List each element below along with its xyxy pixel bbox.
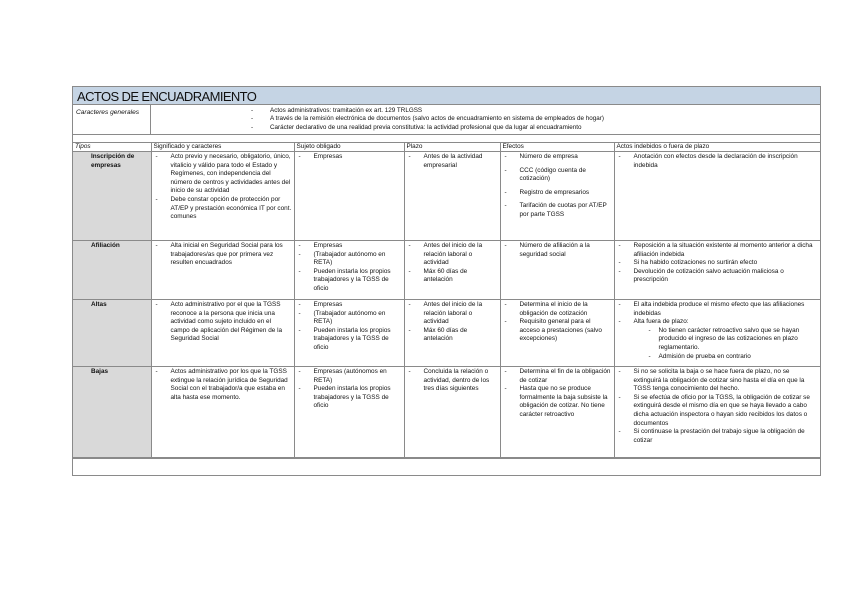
list-item: - Requisito general para el acceso a prestaciones (salvo excepciones) bbox=[503, 318, 612, 344]
caracteres-list bbox=[151, 105, 604, 134]
list-item: - Determina el fin de la obligación de cotizar bbox=[503, 368, 612, 385]
list-item: - Número de afiliación a la seguridad social bbox=[503, 242, 612, 259]
list-item: - Antes del inicio de la relación laboral o actividad bbox=[407, 242, 498, 268]
footer-row bbox=[73, 458, 820, 475]
list-item: - Alta inicial en Seguridad Social para los trabajadores/as que por primera vez resulten encuadrados bbox=[154, 242, 292, 268]
list-item: - Si no se solicita la baja o se hace fuera de plazo, no se extinguirá la obligación de cotizar sino hasta el día en que la TGSS tenga conocimiento del hecho. bbox=[617, 368, 819, 394]
header-efectos: Efectos bbox=[500, 143, 614, 152]
cell-indebidos bbox=[614, 152, 820, 241]
tipos-table bbox=[73, 143, 820, 458]
cell-sujeto bbox=[294, 300, 404, 367]
cell-plazo bbox=[404, 241, 500, 300]
cell-efectos bbox=[500, 152, 614, 241]
list-item: - Hasta que no se produce formalmente la baja subsiste la obligación de cotizar. No tiene carácter retroactivo bbox=[503, 385, 612, 419]
header-indebidos: Actos indebidos o fuera de plazo bbox=[614, 143, 820, 152]
list-item: - Actos administrativo por los que la TGSS extingue la relación jurídica de Seguridad Social con el trabajador/a que estaba en alta hasta ese momento. bbox=[154, 368, 292, 402]
table-row bbox=[73, 241, 820, 300]
header-row bbox=[73, 143, 820, 152]
cell-sujeto bbox=[294, 152, 404, 241]
header-plazo: Plazo bbox=[404, 143, 500, 152]
list-item: - (Trabajador autónomo en RETA) bbox=[297, 310, 402, 327]
sub-list bbox=[647, 327, 819, 361]
list-item: - No tienen carácter retroactivo salvo que se hayan producido el ingreso de las cotizaciones en plazo reglamentario. bbox=[647, 327, 819, 353]
list-item: - Registro de empresarios bbox=[503, 189, 612, 198]
list-item: - Máx 60 días de antelación bbox=[407, 268, 498, 285]
cell-significado bbox=[151, 152, 294, 241]
row-name: Altas bbox=[73, 300, 151, 367]
page-title: ACTOS DE ENCUADRAMIENTO bbox=[73, 87, 820, 105]
cell-indebidos bbox=[614, 300, 820, 367]
encuadramiento-table bbox=[72, 86, 821, 476]
cell-efectos bbox=[500, 300, 614, 367]
list-item: - Empresas (autónomos en RETA) bbox=[297, 368, 402, 385]
list-item: - Reposición a la situación existente al momento anterior a dicha afiliación indebida bbox=[617, 242, 819, 259]
cell-significado bbox=[151, 367, 294, 458]
list-item: - Pueden instarla los propios trabajadores y la TGSS de oficio bbox=[297, 268, 402, 294]
list-item: - Si se efectúa de oficio por la TGSS, la obligación de cotizar se extinguirá desde el mismo día en que se haya llevado a cabo dicha actuación inspectora o hayan sido recibidos los datos o documentos bbox=[617, 394, 819, 428]
caracteres-item: - Actos administrativos: tramitación ex art. 129 TRLGSS bbox=[151, 107, 604, 115]
cell-sujeto bbox=[294, 367, 404, 458]
caracteres-generales-row bbox=[73, 105, 820, 135]
cell-significado bbox=[151, 241, 294, 300]
list-item: - Alta fuera de plazo: bbox=[617, 318, 819, 327]
list-item: - (Trabajador autónomo en RETA) bbox=[297, 251, 402, 268]
cell-indebidos bbox=[614, 367, 820, 458]
spacer-row bbox=[73, 135, 820, 143]
header-significado: Significado y caracteres bbox=[151, 143, 294, 152]
row-name: Inscripción de empresas bbox=[73, 152, 151, 241]
list-item: - Número de empresa bbox=[503, 153, 612, 162]
list-item: - Acto administrativo por el que la TGSS reconoce a la persona que inicia una actividad como sujeto incluido en el campo de aplicación del Régimen de la Seguridad Social bbox=[154, 301, 292, 344]
list-item: - Si continuase la prestación del trabajo sigue la obligación de cotizar bbox=[617, 428, 819, 445]
table-row bbox=[73, 300, 820, 367]
cell-efectos bbox=[500, 367, 614, 458]
list-item: - Empresas bbox=[297, 153, 402, 162]
table-row bbox=[73, 152, 820, 241]
cell-plazo bbox=[404, 300, 500, 367]
list-item: - Determina el inicio de la obligación de cotización bbox=[503, 301, 612, 318]
list-item: - Antes del inicio de la relación laboral o actividad bbox=[407, 301, 498, 327]
table-row bbox=[73, 367, 820, 458]
list-item: - Acto previo y necesario, obligatorio, único, vitalicio y válido para todo el Estado y Regímenes, con independencia del número de centros y actividades antes del inicio de su actividad bbox=[154, 153, 292, 196]
cell-significado bbox=[151, 300, 294, 367]
list-item: - Empresas bbox=[297, 242, 402, 251]
cell-sujeto bbox=[294, 241, 404, 300]
cell-plazo bbox=[404, 367, 500, 458]
caracteres-item: - A través de la remisión electrónica de documentos (salvo actos de encuadramiento en sistema de empleados de hogar) bbox=[151, 115, 604, 123]
list-item: - Tarifación de cuotas por AT/EP por parte TGSS bbox=[503, 202, 612, 219]
list-item: - Máx 60 días de antelación bbox=[407, 327, 498, 344]
list-item: - El alta indebida produce el mismo efecto que las afiliaciones indebidas bbox=[617, 301, 819, 318]
caracteres-label: Caracteres generales bbox=[73, 105, 151, 134]
row-name: Bajas bbox=[73, 367, 151, 458]
list-item: - Pueden instarla los propios trabajadores y la TGSS de oficio bbox=[297, 327, 402, 353]
header-tipos: Tipos bbox=[73, 143, 151, 152]
caracteres-item: - Carácter declarativo de una realidad previa constitutiva: la actividad profesional que da lugar al encuadramiento bbox=[151, 124, 604, 132]
cell-efectos bbox=[500, 241, 614, 300]
list-item: - Debe constar opción de protección por AT/EP y prestación económica IT por cont. comunes bbox=[154, 196, 292, 222]
header-sujeto: Sujeto obligado bbox=[294, 143, 404, 152]
list-item: - CCC (código cuenta de cotización) bbox=[503, 167, 612, 184]
cell-indebidos bbox=[614, 241, 820, 300]
list-item: - Anotación con efectos desde la declaración de inscripción indebida bbox=[617, 153, 819, 170]
list-item: - Admisión de prueba en contrario bbox=[647, 353, 819, 362]
list-item: - Antes de la actividad empresarial bbox=[407, 153, 498, 170]
list-item: - Devolución de cotización salvo actuación maliciosa o prescripción bbox=[617, 268, 819, 285]
row-name: Afiliación bbox=[73, 241, 151, 300]
cell-plazo bbox=[404, 152, 500, 241]
list-item: - Pueden instarla los propios trabajadores y la TGSS de oficio bbox=[297, 385, 402, 411]
list-item: - Empresas bbox=[297, 301, 402, 310]
list-item: - Concluida la relación o actividad, dentro de los tres días siguientes bbox=[407, 368, 498, 394]
list-item: - Si ha habido cotizaciones no surtirán efecto bbox=[617, 259, 819, 268]
